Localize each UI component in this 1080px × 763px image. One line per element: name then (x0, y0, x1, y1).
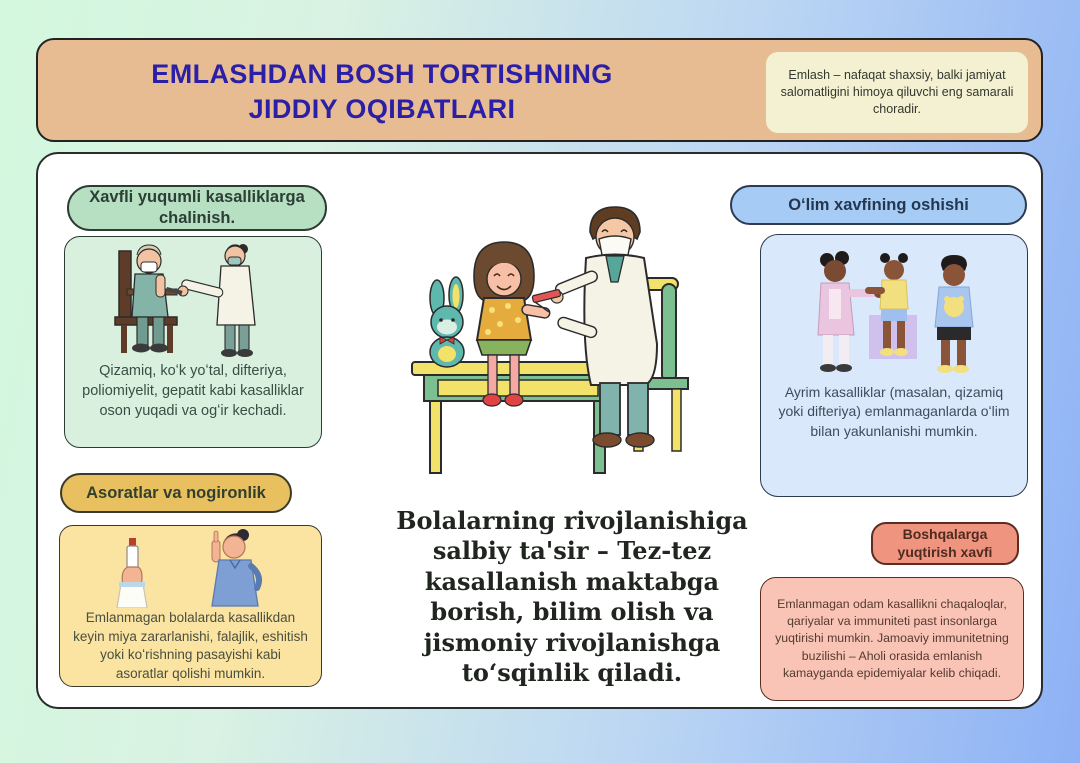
section-pill-infection: Xavfli yuqumli kasalliklarga chalinish. (67, 185, 327, 231)
seated-patient-vaccination-illustration (83, 237, 303, 359)
page-title: EMLASHDAN BOSH TORTISHNING JIDDIY OQIBATLARI (151, 58, 613, 124)
section-body-death: Ayrim kasalliklar (masalan, qizamiq yoki difteriya) emlanmaganlarda oʻlim bilan yakunlanishi mumkin. (778, 384, 1010, 439)
section-pill-transmission: Boshqalarga yuqtirish xavfi (871, 522, 1019, 565)
section-pill-death: Oʻlim xavfining oshishi (730, 185, 1027, 225)
header-note: Emlash – nafaqat shaxsiy, balki jamiyat salomatligini himoya qiluvchi eng samarali choradir. (766, 52, 1028, 133)
doctor-vaccinating-child-illustration (404, 194, 714, 484)
hand-syringe-and-nurse-illustration (81, 526, 301, 608)
section-box-infection (64, 236, 322, 448)
nurse-with-children-illustration (789, 249, 999, 375)
section-pill-complications: Asoratlar va nogironlik (60, 473, 292, 513)
section-body-complications: Emlanmagan bolalarda kasallikdan keyin miya zararlanishi, falajlik, eshitish yoki koʻrishning pasayishi kabi asoratlar qolishi mumkin. (73, 610, 308, 681)
header-banner (36, 38, 1043, 142)
development-statement: Bolalarning rivojlanishiga salbiy ta'sir – Tez-tez kasallanish maktabga borish, bilim olish va jismoniy rivojlanishga toʻsqinlik qiladi. (396, 506, 748, 688)
section-box-death (760, 234, 1028, 497)
main-card (36, 152, 1043, 709)
section-box-complications (59, 525, 322, 687)
section-body-infection: Qizamiq, koʻk yoʻtal, difteriya, poliomiyelit, gepatit kabi kasalliklar oson yuqadi va ogʻir kechadi. (82, 363, 304, 419)
section-box-transmission (760, 577, 1024, 701)
section-body-transmission: Emlanmagan odam kasallikni chaqaloqlar, qariyalar va immuniteti past insonlarga yuqtirishi mumkin. Jamoaviy immunitetning buzilishi – Aholi orasida emlanish kamayganda epidemiyalar kelib chiqadi. (775, 596, 1009, 680)
